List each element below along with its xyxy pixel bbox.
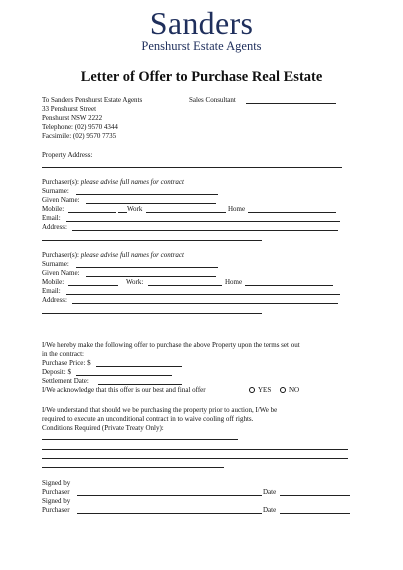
date-line[interactable] <box>280 513 350 514</box>
given-name-line[interactable] <box>86 276 216 277</box>
offer-statement-line2: in the contract: <box>42 350 84 358</box>
deposit-line[interactable] <box>76 375 172 376</box>
address-label: Address: <box>42 296 67 304</box>
property-address-label: Property Address: <box>42 151 93 159</box>
conditions-line-1[interactable] <box>42 439 238 440</box>
yes-label: YES <box>258 386 272 394</box>
conditions-line-4[interactable] <box>42 467 224 468</box>
home-line[interactable] <box>245 285 333 286</box>
home-label: Home <box>228 205 246 213</box>
conditions-label: Conditions Required (Private Treaty Only): <box>42 424 164 432</box>
date-line[interactable] <box>280 495 350 496</box>
purchaser-heading <box>42 178 184 187</box>
work-label: Work: <box>126 278 144 286</box>
mobile-line[interactable] <box>68 285 118 286</box>
agency-telephone: Telephone: (02) 9570 4344 <box>42 123 118 131</box>
given-name-label: Given Name: <box>42 196 80 204</box>
surname-label: Surname: <box>42 187 69 195</box>
home-label: Home <box>225 278 243 286</box>
sales-consultant-label: Sales Consultant <box>189 96 236 104</box>
work-label: Work <box>127 205 143 213</box>
address-line-2[interactable] <box>42 313 262 314</box>
auction-statement-line1: I/We understand that should we be purchasing the property prior to auction, I/We be <box>42 406 278 414</box>
given-name-label: Given Name: <box>42 269 80 277</box>
address-label: Address: <box>42 223 67 231</box>
work-lead-line <box>118 212 127 213</box>
date-label: Date <box>263 488 277 496</box>
home-line[interactable] <box>248 212 336 213</box>
brand-name: Sanders <box>149 5 254 41</box>
purchaser-heading-label: Purchaser(s): <box>42 178 79 186</box>
deposit-label: Deposit: $ <box>42 368 71 376</box>
brand-tagline: Penshurst Estate Agents <box>141 39 262 53</box>
date-label: Date <box>263 506 277 514</box>
email-line[interactable] <box>66 221 340 222</box>
work-line[interactable] <box>148 285 222 286</box>
address-line[interactable] <box>72 230 338 231</box>
purchaser-heading-note: please advise full names for contract <box>80 178 184 186</box>
radio-circle-icon <box>249 387 255 393</box>
offer-statement-line1: I/We hereby make the following offer to purchase the above Property upon the terms set out <box>42 341 300 349</box>
no-option[interactable] <box>280 386 299 395</box>
purchaser-heading-label: Purchaser(s): <box>42 251 79 259</box>
signed-by-label: Signed by <box>42 497 71 505</box>
conditions-line-2[interactable] <box>42 449 348 450</box>
address-line-2[interactable] <box>42 240 262 241</box>
sales-consultant-line[interactable] <box>246 103 336 104</box>
purchaser-label: Purchaser <box>42 506 70 514</box>
agency-street: 33 Penshurst Street <box>42 105 97 113</box>
purchaser-signature-line[interactable] <box>77 495 262 496</box>
address-line[interactable] <box>72 303 338 304</box>
mobile-line[interactable] <box>68 212 116 213</box>
page-title: Letter of Offer to Purchase Real Estate <box>80 69 323 85</box>
purchaser-signature-line[interactable] <box>77 513 262 514</box>
agency-facsimile: Facsimile: (02) 9570 7735 <box>42 132 117 140</box>
mobile-label: Mobile: <box>42 205 65 213</box>
signed-by-label: Signed by <box>42 479 71 487</box>
work-line[interactable] <box>146 212 226 213</box>
purchaser-heading-2 <box>42 251 184 260</box>
email-label: Email: <box>42 214 61 222</box>
surname-line[interactable] <box>76 194 218 195</box>
purchase-price-line[interactable] <box>96 366 182 367</box>
best-final-offer-text: I/We acknowledge that this offer is our best and final offer <box>42 386 206 394</box>
email-label: Email: <box>42 287 61 295</box>
agency-to: To Sanders Penshurst Estate Agents <box>42 96 143 104</box>
auction-statement-line2: required to execute an unconditional contract in to waive cooling off rights. <box>42 415 254 423</box>
agency-suburb: Penshurst NSW 2222 <box>42 114 103 122</box>
yes-option[interactable] <box>249 386 271 395</box>
radio-circle-icon <box>280 387 286 393</box>
settlement-date-label: Settlement Date: <box>42 377 89 385</box>
given-name-line[interactable] <box>86 203 216 204</box>
settlement-date-line[interactable] <box>98 384 182 385</box>
property-address-line[interactable] <box>42 167 342 168</box>
email-line[interactable] <box>66 294 340 295</box>
surname-label: Surname: <box>42 260 69 268</box>
purchase-price-label: Purchase Price: $ <box>42 359 91 367</box>
purchaser-heading-note: please advise full names for contract <box>80 251 184 259</box>
purchaser-label: Purchaser <box>42 488 70 496</box>
surname-line[interactable] <box>76 267 218 268</box>
conditions-line-3[interactable] <box>42 458 348 459</box>
mobile-label: Mobile: <box>42 278 65 286</box>
no-label: NO <box>289 386 300 394</box>
